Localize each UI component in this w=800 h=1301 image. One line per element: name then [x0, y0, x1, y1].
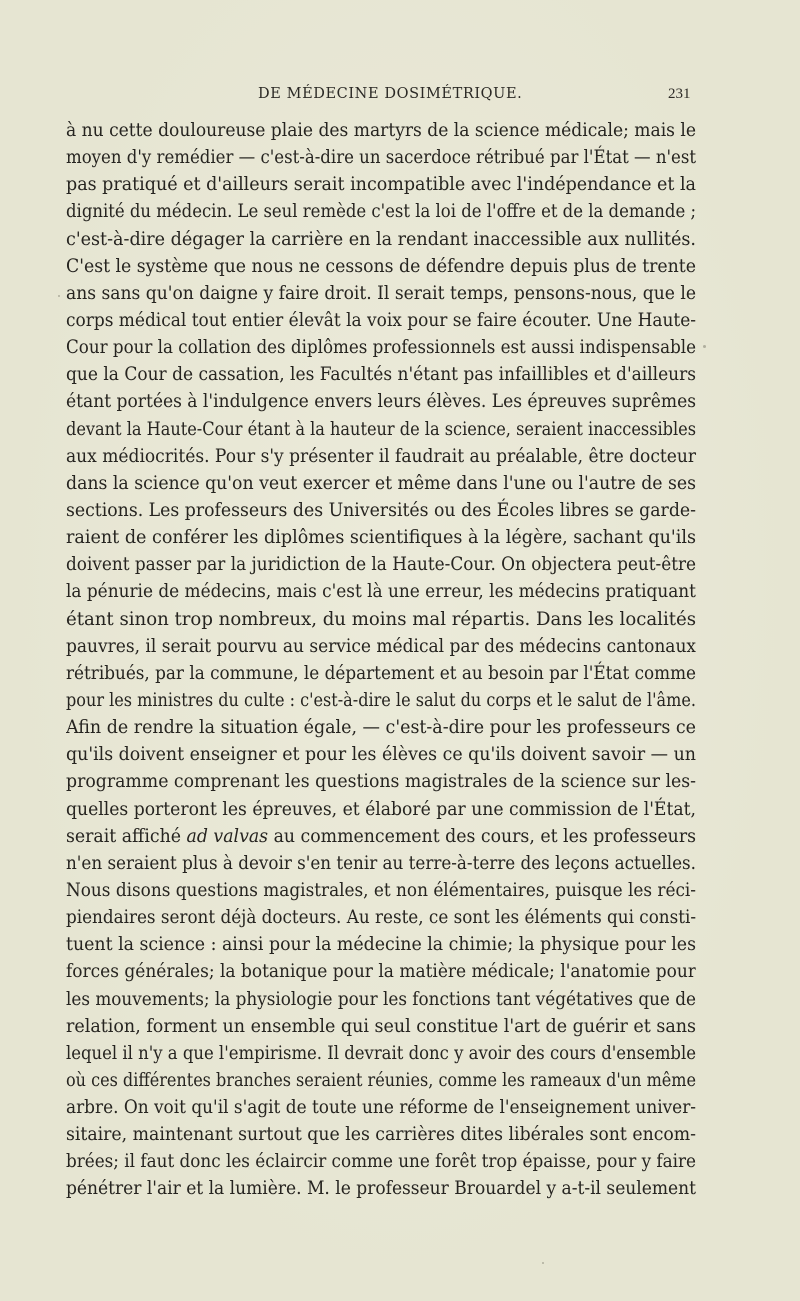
body-text [66, 117, 696, 1203]
text-line: où ces différentes branches seraient réunies, comme les rameaux d'un même [66, 1069, 697, 1091]
text-line: pauvres, il serait pourvu au service médical par des médecins cantonaux [66, 635, 697, 657]
text-line: sections. Les professeurs des Universités ou des Écoles libres se garde- [66, 499, 696, 521]
page-number: 231 [668, 86, 691, 102]
text-line: pour les ministres du culte : c'est-à-dire le salut du corps et le salut de l'âme. [66, 689, 697, 711]
text-line: raient de conférer les diplômes scientifiques à la légère, sachant qu'ils [66, 527, 696, 549]
text-line: pas pratiqué et d'ailleurs serait incompatible avec l'indépendance et la [66, 174, 696, 196]
text-line: Afin de rendre la situation égale, — c'est-à-dire pour les professeurs ce [66, 717, 697, 739]
text-line: forces générales; la botanique pour la matière médicale; l'anatomie pour [66, 961, 696, 983]
text-line: qu'ils doivent enseigner et pour les élèves ce qu'ils doivent savoir — un [66, 744, 696, 766]
text-line: devant la Haute-Cour étant à la hauteur de la science, seraient inaccessibles [66, 418, 697, 440]
text-line: corps médical tout entier élevât la voix pour se faire écouter. Une Haute- [66, 309, 697, 331]
text-line: ans sans qu'on daigne y faire droit. Il serait temps, pensons-nous, que le [66, 282, 697, 304]
text-line: programme comprenant les questions magistrales de la science sur les- [66, 771, 696, 793]
text-line: relation, forment un ensemble qui seul constitue l'art de guérir et sans [66, 1015, 697, 1037]
text-line: brées; il faut donc les éclaircir comme une forêt trop épaisse, pour y faire [66, 1151, 696, 1173]
text-line: C'est le système que nous ne cessons de défendre depuis plus de trente [66, 255, 696, 277]
text-line: la pénurie de médecins, mais c'est là une erreur, les médecins pratiquant [66, 581, 696, 603]
text-line: pénétrer l'air et la lumière. M. le professeur Brouardel y a-t-il seulement [66, 1178, 696, 1200]
text-line: arbre. On voit qu'il s'agit de toute une réforme de l'enseignement univer- [66, 1097, 697, 1119]
text-line: lequel il n'y a que l'empirisme. Il devrait donc y avoir des cours d'ensemble [66, 1042, 696, 1064]
text-line: tuent la science : ainsi pour la médecine la chimie; la physique pour les [66, 934, 696, 956]
text-line: étant sinon trop nombreux, du moins mal répartis. Dans les localités [66, 608, 697, 630]
text-line: que la Cour de cassation, les Facultés n'étant pas infaillibles et d'ailleurs [66, 364, 696, 386]
text-line: étant portées à l'indulgence envers leurs élèves. Les épreuves suprêmes [66, 391, 696, 413]
text-segment: serait affiché [66, 825, 187, 847]
text-line: doivent passer par la juridiction de la Haute-Cour. On objectera peut-être [66, 554, 697, 576]
running-title: DE MÉDECINE DOSIMÉTRIQUE. [258, 86, 523, 102]
text-segment: au commencement des cours, et les professeurs [268, 825, 697, 847]
text-line: sitaire, maintenant surtout que les carrières dites libérales sont encom- [66, 1124, 697, 1146]
text-line: aux médiocrités. Pour s'y présenter il faudrait au préalable, être docteur [66, 445, 697, 467]
text-line: Cour pour la collation des diplômes professionnels est aussi indispensable [66, 337, 696, 359]
italic-phrase: ad valvas [186, 825, 269, 847]
text-line: dignité du médecin. Le seul remède c'est la loi de l'offre et de la demande ; [66, 201, 697, 223]
text-line: c'est-à-dire dégager la carrière en la rendant inaccessible aux nullités. [66, 228, 697, 250]
text-line: piendaires seront déjà docteurs. Au reste, ce sont les éléments qui consti- [66, 907, 697, 929]
text-line: n'en seraient plus à devoir s'en tenir au terre-à-terre des leçons actuelles. [66, 852, 696, 874]
text-line: quelles porteront les épreuves, et élaboré par une commission de l'État, [66, 798, 697, 820]
text-line: Nous disons questions magistrales, et non élémentaires, puisque les réci- [66, 879, 697, 901]
text-line: moyen d'y remédier — c'est-à-dire un sacerdoce rétribué par l'État — n'est [66, 147, 697, 169]
paper-speck [542, 1262, 544, 1264]
text-line: rétribués, par la commune, le département et au besoin par l'État comme [66, 662, 697, 684]
text-line: les mouvements; la physiologie pour les fonctions tant végétatives que de [66, 988, 696, 1010]
paper-speck [58, 295, 60, 297]
text-line: dans la science qu'on veut exercer et même dans l'une ou l'autre de ses [66, 472, 696, 494]
paper-speck [703, 345, 706, 348]
text-line: à nu cette douloureuse plaie des martyrs de la science médicale; mais le [66, 120, 696, 141]
text-line-italic [66, 823, 696, 850]
